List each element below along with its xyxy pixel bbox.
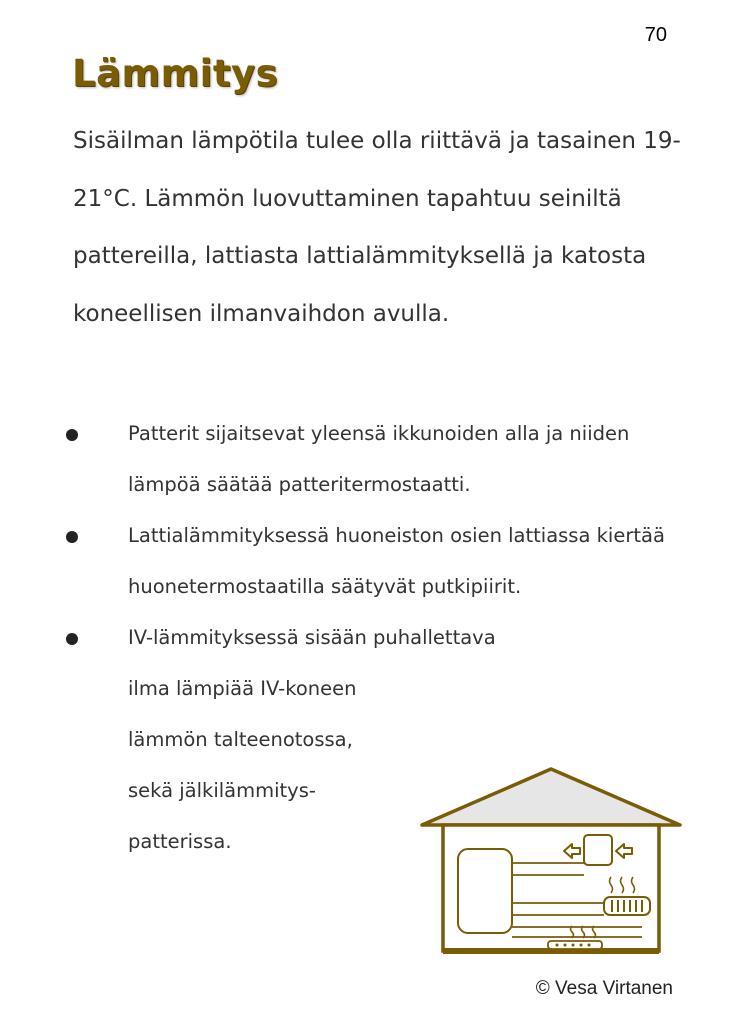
house-heating-illustration (418, 765, 686, 957)
storage-tank-icon (458, 849, 512, 933)
page-number: 70 (644, 24, 667, 46)
bullet-text: Lattialämmityksessä huoneiston osien lattiassa kiertää huonetermostaatilla säätyvät putkipiirit. (128, 524, 665, 598)
bullet-icon (66, 633, 78, 645)
iv-unit-icon (584, 835, 612, 865)
intro-paragraph: Sisäilman lämpötila tulee olla riittävä ja tasainen 19-21°C. Lämmön luovuttaminen tapahtuu seiniltä pattereilla, lattiasta lattialämmityksellä ja katosta koneellisen ilmanvaihdon avulla. (73, 128, 681, 327)
bullet-text-line: patterissa. (128, 830, 232, 853)
floor-heating-icon (548, 941, 602, 949)
list-item (0, 510, 708, 612)
bullet-icon (66, 429, 78, 441)
bullet-text: Patterit sijaitsevat yleensä ikkunoiden alla ja niiden lämpöä säätää patteritermostaatti. (128, 422, 630, 496)
page-title: Lämmitys (72, 52, 279, 95)
bullet-icon (66, 531, 78, 543)
copyright-notice: © Vesa Virtanen (535, 978, 673, 999)
list-item (0, 408, 708, 510)
bullet-text-line: sekä jälkilämmitys- (128, 779, 316, 802)
roof-icon (422, 769, 680, 825)
bullet-text-line: ilma lämpiää IV-koneen (128, 677, 357, 700)
bullet-text-line: lämmön talteenotossa, (128, 728, 353, 751)
bullet-text-line: IV-lämmityksessä sisään puhallettava (128, 626, 496, 649)
radiator-icon (604, 897, 650, 915)
